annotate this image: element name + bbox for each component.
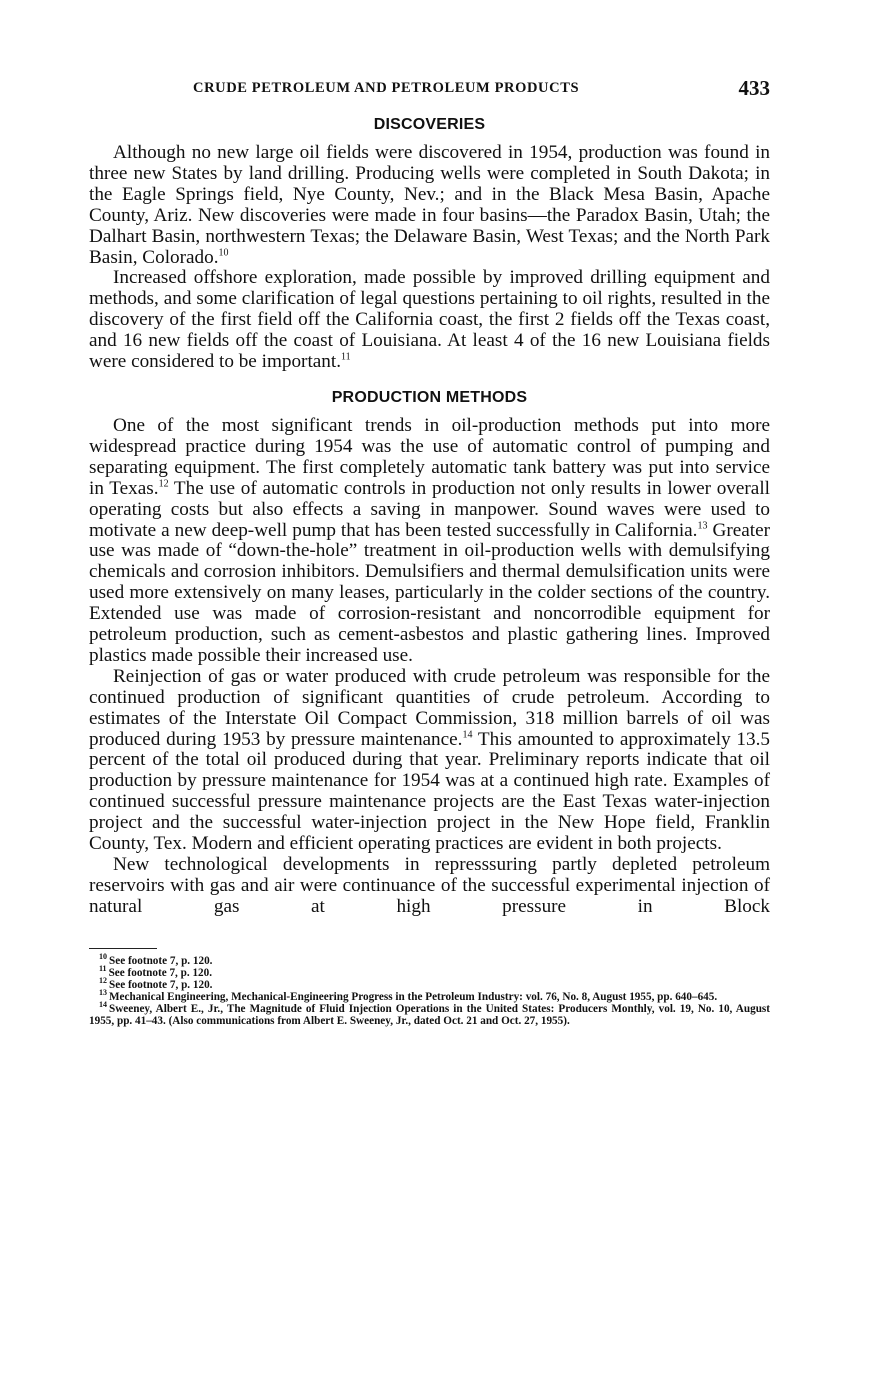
paragraph: Although no new large oil fields were discovered in 1954, production was found in three new States by land drilling. Producing wells were completed in South Dakota; in the Eagle Springs field, Nye County, Nev.; and in the Black Mesa Basin, Apache County, Ariz. New discoveries were made in four basins—the Paradox Basin, Utah; the Dalhart Basin, northwestern Texas; the Delaware Basin, West Texas; and the North Park Basin, Colorado.$^{10}$ — [89, 142, 770, 268]
footnote: $^{10}$ See footnote 7, p. 120. — [99, 951, 213, 967]
footnotes — [89, 951, 770, 1027]
page-number: 433 — [738, 76, 770, 100]
paragraph: Increased offshore exploration, made possible by improved drilling equipment and methods, and some clarification of legal questions pertaining to oil rights, resulted in the discovery of the first field off the California coast, the first 2 fields off the Texas coast, and 16 new fields off the coast of Louisiana. At least 4 of the 16 new Louisiana fields were considered to be important.$^{11}$ — [89, 267, 770, 373]
document-page — [89, 76, 770, 1027]
footnote-ref: 11 — [341, 351, 351, 363]
section-heading-discoveries: DISCOVERIES — [373, 116, 486, 133]
footnote-ref: 12 — [158, 478, 169, 490]
footnote: $^{13}$ Mechanical Engineering, Mechanical-Engineering Progress in the Petroleum Industry: vol. 76, No. 8, August 1955, pp. 640–645. — [99, 987, 718, 1003]
running-title: CRUDE PETROLEUM AND PETROLEUM PRODUCTS — [193, 80, 580, 96]
paragraph: New technological developments in represssuring partly depleted petroleum reservoirs with gas and air were continuance of the successful experimental injection of natural gas at high pressure in Block — [89, 854, 770, 917]
footnote-ref: 13 — [697, 520, 708, 532]
footnote: $^{11}$ See footnote 7, p. 120. — [99, 963, 213, 979]
footnote: $^{14}$ Sweeney, Albert E., Jr., The Magnitude of Fluid Injection Operations in the United States: Producers Monthly, vol. 19, No. 10, August 1955, pp. 41–43. (Also communications from Albert E. Sweeney, Jr., dated Oct. 21 and Oct. 27, 1955). — [89, 999, 770, 1027]
footnote-divider — [89, 948, 157, 949]
section-heading-production-methods: PRODUCTION METHODS — [331, 388, 528, 406]
paragraph: One of the most significant trends in oil-production methods put into more widespread practice during 1954 was the use of automatic control of pumping and separating equipment. The first completely automatic tank battery was put into service in Texas.$^{12}$ The use of automatic controls in production not only results in lower overall operating costs but also effects a saving in manpower. Sound waves were used to motivate a new deep-well pump that has been tested successfully in California.$^{13}$ Greater use was made of “down-the-hole” treatment in oil-production wells with demulsifying chemicals and corrosion inhibitors. Demulsifiers and thermal demulsification units were used more extensively on many leases, particularly in the colder sections of the country. Extended use was made of corrosion-resistant and noncorrodible equipment for petroleum production, such as cement-asbestos and plastic gathering lines. Improved plastics made possible their increased use. — [89, 414, 770, 666]
running-header — [89, 76, 770, 104]
footnote: $^{12}$ See footnote 7, p. 120. — [99, 975, 213, 991]
footnote-ref: 10 — [218, 247, 229, 259]
footnote-ref: 14 — [462, 729, 473, 741]
paragraph: Reinjection of gas or water produced with crude petroleum was responsible for the continued production of significant quantities of crude petroleum. According to estimates of the Interstate Oil Compact Commission, 318 million barrels of oil was produced during 1953 by pressure maintenance.$^{14}$ This amounted to approximately 13.5 percent of the total oil produced during that year. Preliminary reports indicate that oil production by pressure maintenance for 1954 was at a continued high rate. Examples of continued successful pressure maintenance projects are the East Texas water-injection project and the successful water-injection project in the New Hope field, Franklin County, Tex. Modern and efficient operating practices are evident in both projects. — [89, 665, 770, 855]
